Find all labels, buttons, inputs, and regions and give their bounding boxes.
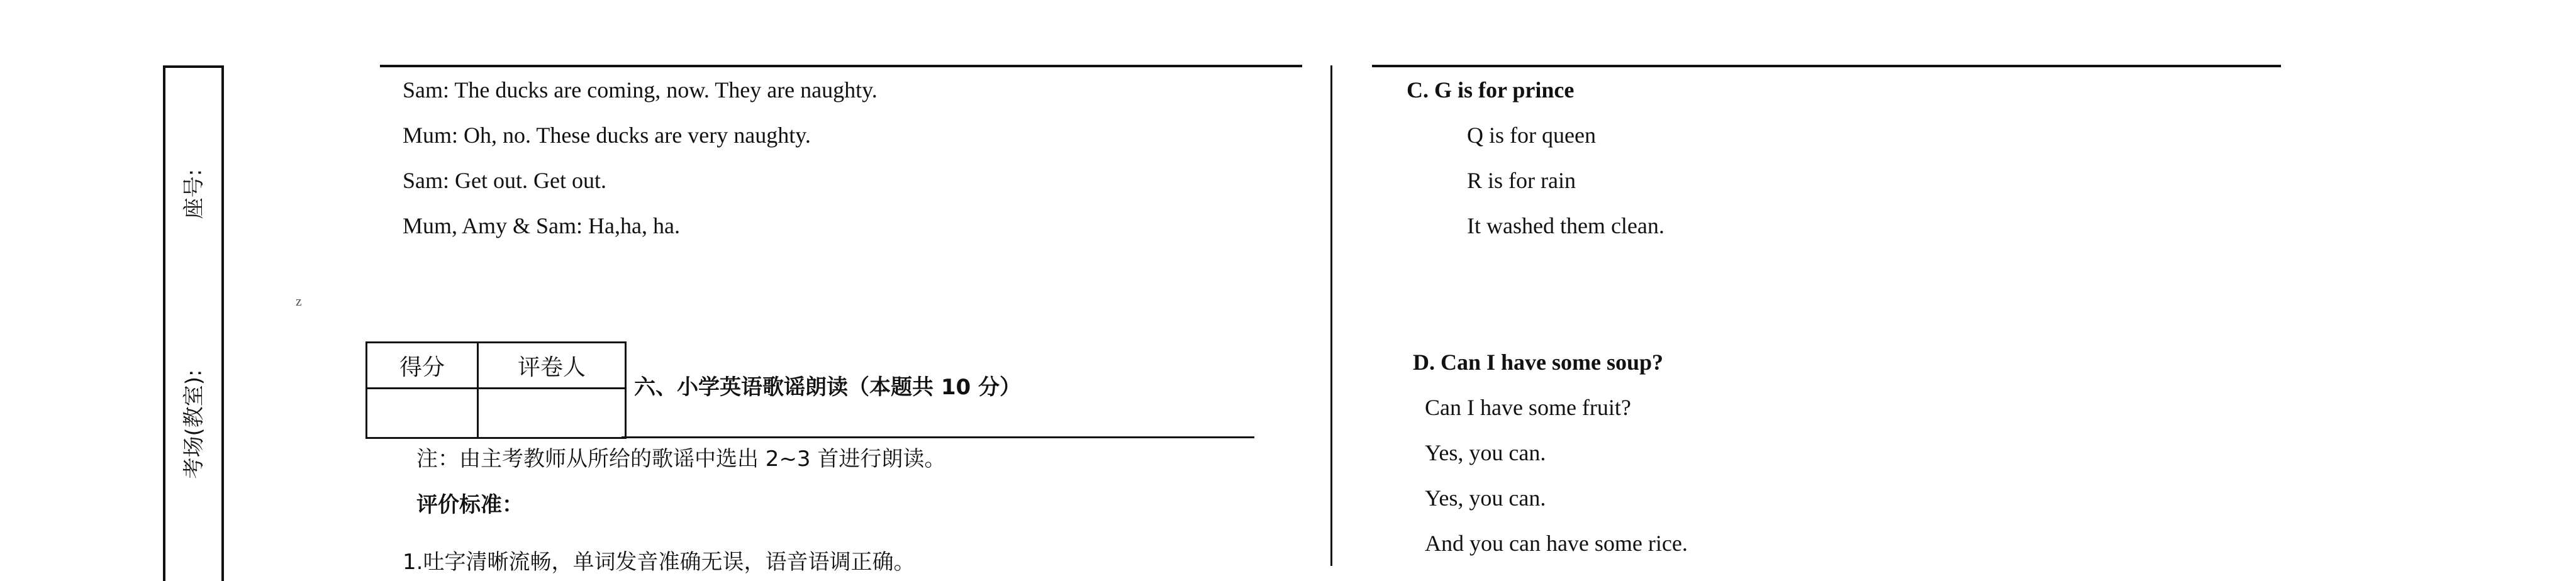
- score-header: 得分: [367, 343, 478, 389]
- rhyme-c-line: Q is for queen: [1467, 123, 1596, 148]
- seat-number-label: 座号:: [181, 169, 207, 219]
- score-cell: [367, 389, 478, 438]
- criteria-title: 评价标准：: [416, 492, 523, 517]
- dialogue-line: Sam: The ducks are coming, now. They are naughty.: [403, 77, 878, 102]
- rhyme-c-line: It washed them clean.: [1467, 213, 1664, 238]
- rhyme-d-line: Yes, you can.: [1425, 440, 1546, 465]
- note-text: 注：由主考教师从所给的歌谣中选出 2~3 首进行朗读。: [416, 446, 946, 472]
- section-title: 六、小学英语歌谣朗读（本题共 10 分）: [634, 375, 1021, 400]
- binding-margin-box: [163, 65, 224, 581]
- column-divider: [1330, 65, 1332, 566]
- rhyme-d-line: And you can have some rice.: [1425, 531, 1688, 556]
- dialogue-line: Mum: Oh, no. These ducks are very naughty.: [403, 123, 811, 148]
- section-rule: [622, 436, 1254, 438]
- rhyme-c-line: R is for rain: [1467, 168, 1576, 193]
- rhyme-d-line: Yes, you can.: [1425, 485, 1546, 511]
- rhyme-c-title: C. G is for prince: [1407, 77, 1575, 102]
- rhyme-d-line: Can I have some fruit?: [1425, 395, 1631, 420]
- dialogue-line: Mum, Amy & Sam: Ha,ha, ha.: [403, 213, 680, 238]
- score-table: [365, 341, 627, 439]
- exam-room-label: 考场(教室):: [181, 369, 207, 479]
- right-top-rule: [1372, 65, 2281, 67]
- dialogue-line: Sam: Get out. Get out.: [403, 168, 606, 193]
- grader-header: 评卷人: [478, 343, 626, 389]
- stray-mark: z: [296, 293, 302, 309]
- left-top-rule: [380, 65, 1302, 67]
- rhyme-d-title: D. Can I have some soup?: [1413, 350, 1664, 375]
- criteria-item: 1.吐字清晰流畅，单词发音准确无误，语音语调正确。: [403, 550, 915, 575]
- grader-cell: [478, 389, 626, 438]
